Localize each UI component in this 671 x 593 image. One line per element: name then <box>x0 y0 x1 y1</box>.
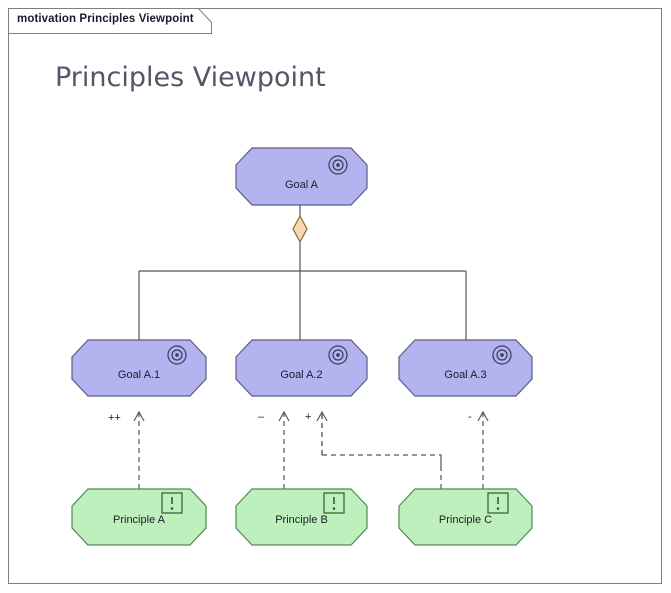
node-label-principle-c: Principle C <box>438 514 493 526</box>
page-title: Principles Viewpoint <box>55 62 326 93</box>
principle-icon <box>488 493 508 513</box>
edge-label-principle-a-goal-a1: ++ <box>108 412 121 424</box>
goal-icon <box>493 346 511 364</box>
node-goal-a3[interactable] <box>399 340 532 396</box>
edge-label-principle-b-goal-a3: + <box>305 411 312 423</box>
influence-relations <box>139 412 483 489</box>
node-label-goal-a1: Goal A.1 <box>117 369 161 381</box>
principle-icon <box>162 493 182 513</box>
node-principle-a[interactable] <box>72 489 206 545</box>
junction-diamond <box>293 216 307 242</box>
aggregation-tree <box>139 205 466 340</box>
node-goal-a2[interactable] <box>236 340 367 396</box>
goal-icon <box>168 346 186 364</box>
node-label-goal-a2: Goal A.2 <box>280 369 323 381</box>
node-label-principle-a: Principle A <box>113 514 165 526</box>
goal-icon <box>329 346 347 364</box>
frame-tab-label: motivation Principles Viewpoint <box>17 13 194 25</box>
node-label-principle-b: Principle B <box>275 514 328 526</box>
edge-label-principle-c-goal-a3: - <box>468 411 472 423</box>
node-goal-a[interactable] <box>236 148 367 205</box>
principle-icon <box>324 493 344 513</box>
influence-principle-b-goal-a3-route <box>322 412 441 466</box>
edge-label-principle-b-goal-a2: – <box>258 411 265 423</box>
node-principle-c[interactable] <box>399 489 532 545</box>
node-principle-b[interactable] <box>236 489 367 545</box>
goal-icon <box>329 156 347 174</box>
node-label-goal-a3: Goal A.3 <box>444 369 487 381</box>
node-goal-a1[interactable] <box>72 340 206 396</box>
node-label-goal-a: Goal A <box>284 179 319 191</box>
